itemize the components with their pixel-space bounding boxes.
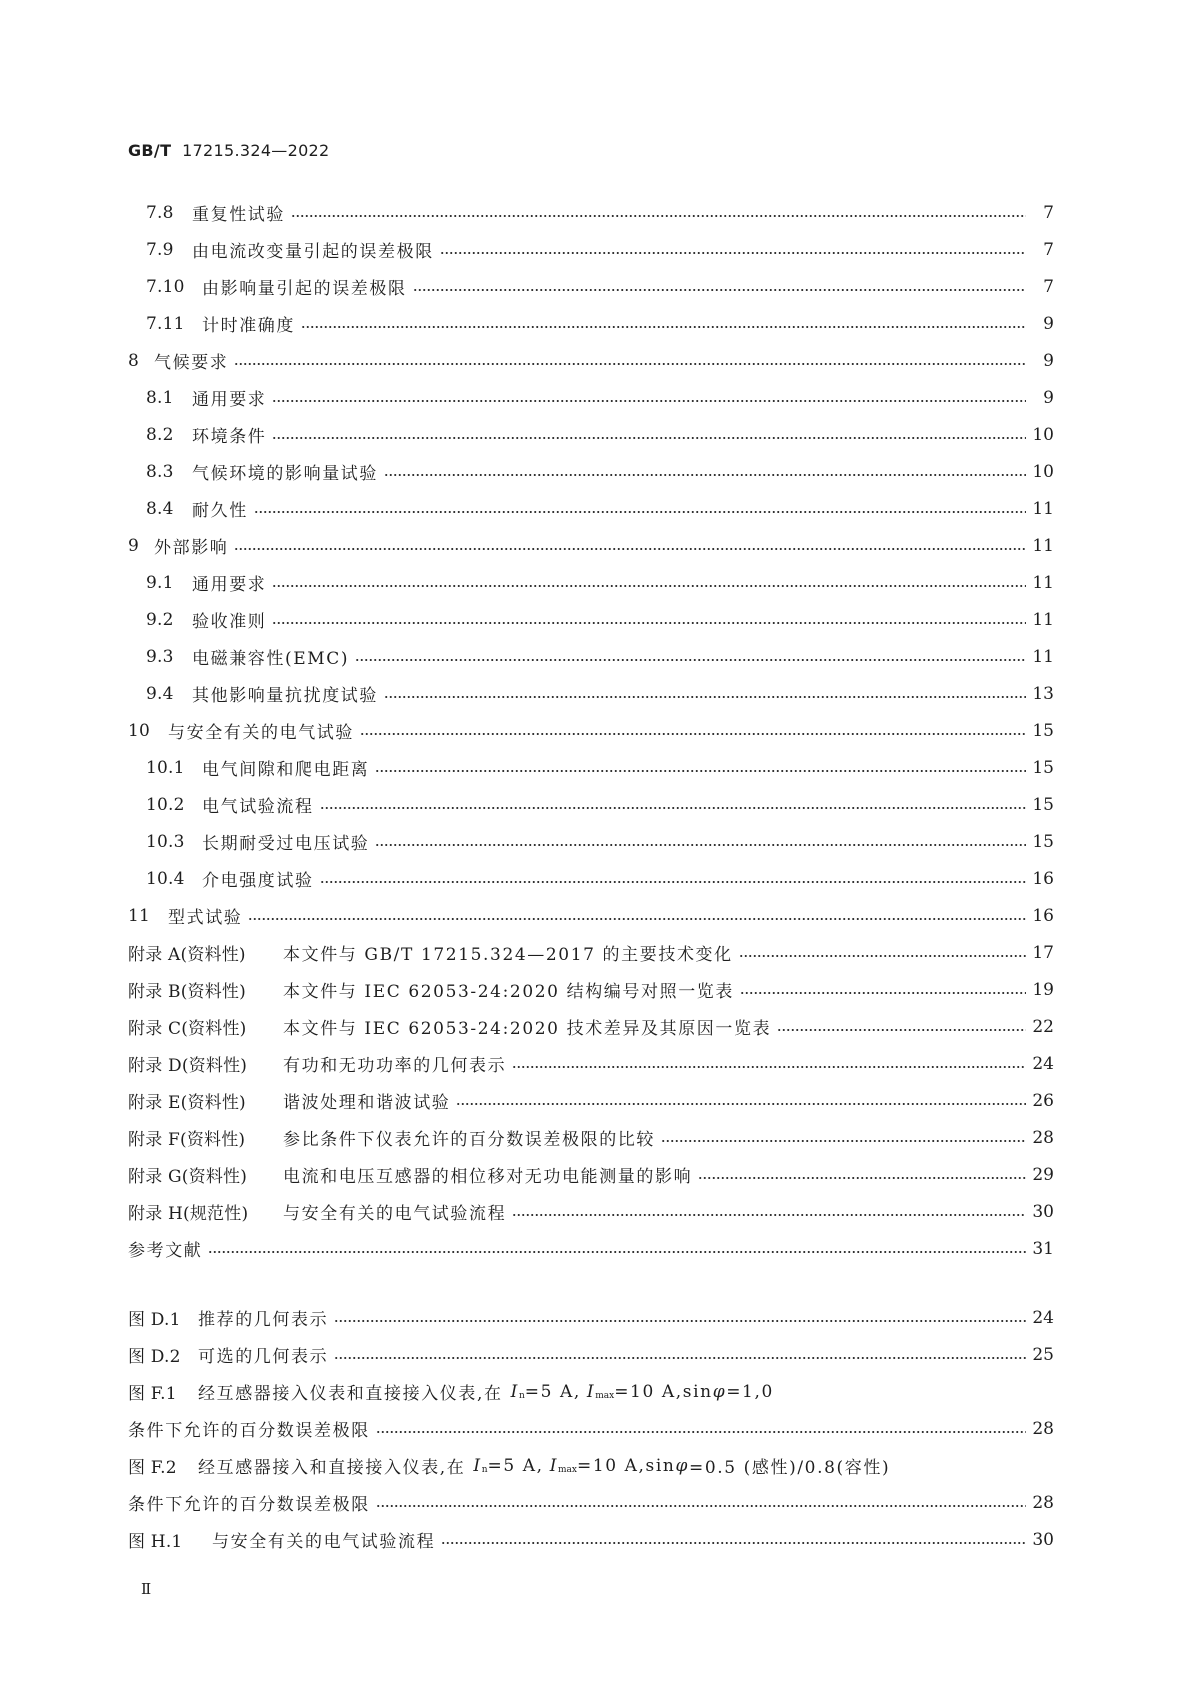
- toc-entry-page: 10: [1032, 424, 1054, 445]
- dot-leader: [376, 1430, 1026, 1434]
- toc-entry-page: 11: [1032, 498, 1054, 519]
- toc-entry-number: 9.2: [146, 609, 174, 630]
- toc-entry[interactable]: [128, 527, 1054, 564]
- toc-entry[interactable]: [128, 1119, 1054, 1156]
- dot-leader: [740, 991, 1026, 995]
- dot-leader: [661, 1139, 1026, 1143]
- figure-title-part: 经互感器接入和直接接入仪表,在: [198, 1458, 466, 1478]
- toc-entry-number: 8.4: [146, 498, 174, 519]
- toc-entry-title: 电磁兼容性(EMC): [192, 649, 350, 669]
- toc-entry-title: 电流和电压互感器的相位移对无功电能测量的影响: [283, 1167, 693, 1187]
- dot-leader: [355, 658, 1026, 662]
- phi-symbol: φ: [712, 1381, 727, 1402]
- toc-entry-number: 附录 H(规范性): [128, 1204, 249, 1224]
- toc-entry-title: 参比条件下仪表允许的百分数误差极限的比较: [283, 1130, 655, 1150]
- toc-entry-number: 7.11: [146, 313, 185, 334]
- figure-title-part: 条件下允许的百分数误差极限: [128, 1421, 370, 1441]
- toc-entry-number: 10.4: [146, 868, 185, 889]
- toc-entry-page: 7: [1043, 276, 1054, 297]
- toc-entry-page: 26: [1032, 1090, 1054, 1111]
- dot-leader: [456, 1102, 1026, 1106]
- toc-entry-title: 与安全有关的电气试验流程: [283, 1204, 507, 1224]
- toc-entry-title: 由电流改变量引起的误差极限: [192, 242, 434, 262]
- toc-entry-page: 11: [1032, 535, 1054, 556]
- toc-entry-title: 有功和无功功率的几何表示: [283, 1056, 507, 1076]
- toc-entry-title: 与安全有关的电气试验: [168, 723, 354, 743]
- toc-entry-number: 8: [128, 350, 140, 371]
- equation-part: =10 A,sin: [614, 1381, 713, 1402]
- subscript-max: max: [558, 1464, 577, 1475]
- toc-entry-title: 参考文献: [128, 1241, 203, 1261]
- dot-leader: [272, 436, 1026, 440]
- toc-entry[interactable]: [128, 1008, 1054, 1045]
- dot-leader: [291, 214, 1026, 218]
- toc-entry-title: 电气试验流程: [202, 797, 314, 817]
- figure-entry-d2[interactable]: [128, 1336, 1054, 1373]
- dot-leader: [301, 325, 1026, 329]
- toc-entry-number: 7.9: [146, 239, 174, 260]
- toc-entry-title: 其他影响量抗扰度试验: [192, 686, 378, 706]
- toc-entry-number: 10: [128, 720, 151, 741]
- toc-entry-title: 介电强度试验: [202, 871, 314, 891]
- dot-leader: [334, 1356, 1026, 1360]
- toc-entry[interactable]: [128, 342, 1054, 379]
- dot-leader: [320, 880, 1026, 884]
- figure-number: 图 D.2: [128, 1347, 181, 1367]
- toc-entry-page: 11: [1032, 572, 1054, 593]
- toc-entry-page: 7: [1043, 202, 1054, 223]
- toc-entry[interactable]: [128, 1230, 1054, 1267]
- standard-prefix: GB/T: [128, 141, 172, 160]
- figure-page: 25: [1032, 1344, 1054, 1365]
- toc-entry-title: 本文件与 IEC 62053-24:2020 结构编号对照一览表: [283, 982, 734, 1002]
- dot-leader: [375, 769, 1026, 773]
- equation-part: =1,0: [726, 1381, 774, 1402]
- dot-leader: [512, 1213, 1026, 1217]
- toc-entry-title: 通用要求: [192, 575, 267, 595]
- toc-entry[interactable]: [128, 564, 1054, 601]
- toc-entry-number: 8.1: [146, 387, 174, 408]
- dot-leader: [272, 621, 1026, 625]
- toc-entry[interactable]: [128, 268, 1054, 305]
- toc-entry-number: 11: [128, 905, 151, 926]
- figure-number: 图 D.1: [128, 1310, 181, 1330]
- toc-entry-page: 13: [1032, 683, 1054, 704]
- toc-entry-number: 7.10: [146, 276, 185, 297]
- toc-entry-page: 10: [1032, 461, 1054, 482]
- toc-entry-number: 附录 A(资料性): [128, 945, 246, 965]
- toc-entry[interactable]: [128, 1045, 1054, 1082]
- figure-entry-d1[interactable]: [128, 1299, 1054, 1336]
- toc-entry[interactable]: [128, 194, 1054, 231]
- toc-entry-page: 9: [1043, 387, 1054, 408]
- toc-entry[interactable]: [128, 1156, 1054, 1193]
- toc-entry-page: 16: [1032, 868, 1054, 889]
- toc-entry-page: 9: [1043, 313, 1054, 334]
- toc-entry-number: 9.3: [146, 646, 174, 667]
- toc-entry[interactable]: [128, 231, 1054, 268]
- dot-leader: [384, 695, 1026, 699]
- toc-entry-page: 22: [1032, 1016, 1054, 1037]
- figure-title-part: 经互感器接入仪表和直接接入仪表,在: [198, 1384, 503, 1404]
- dot-leader: [698, 1176, 1026, 1180]
- toc-entry-number: 附录 F(资料性): [128, 1130, 246, 1150]
- toc-entries: [128, 194, 1054, 1267]
- toc-entry[interactable]: [128, 971, 1054, 1008]
- figure-entry-f2-line1[interactable]: [128, 1447, 1054, 1484]
- dot-leader: [360, 732, 1026, 736]
- dot-leader: [441, 1541, 1026, 1545]
- equation-part: =5 A,: [487, 1455, 544, 1476]
- toc-entry-title: 电气间隙和爬电距离: [202, 760, 370, 780]
- dot-leader: [234, 547, 1026, 551]
- toc-entry-page: 15: [1032, 794, 1054, 815]
- toc-entry[interactable]: [128, 453, 1054, 490]
- figure-page: 24: [1032, 1307, 1054, 1328]
- toc-entry-number: 附录 G(资料性): [128, 1167, 248, 1187]
- toc-entry-number: 附录 B(资料性): [128, 982, 246, 1002]
- toc-entry-number: 8.2: [146, 424, 174, 445]
- toc-entry[interactable]: [128, 897, 1054, 934]
- figure-title: 可选的几何表示: [198, 1347, 329, 1367]
- dot-leader: [320, 806, 1026, 810]
- toc-entry-number: 10.1: [146, 757, 185, 778]
- toc-entry-title: 环境条件: [192, 427, 267, 447]
- dot-leader: [334, 1319, 1026, 1323]
- toc-entry-title: 长期耐受过电压试验: [202, 834, 370, 854]
- toc-entry-title: 重复性试验: [192, 205, 285, 225]
- current-symbol: I: [510, 1381, 519, 1402]
- dot-leader: [384, 473, 1026, 477]
- dot-leader: [272, 399, 1026, 403]
- toc-entry-page: 30: [1032, 1201, 1054, 1222]
- toc-entry[interactable]: [128, 1193, 1054, 1230]
- dot-leader: [254, 510, 1026, 514]
- toc-entry-title: 外部影响: [154, 538, 229, 558]
- figure-entry-f2-line2[interactable]: [128, 1484, 1054, 1521]
- dot-leader: [440, 251, 1026, 255]
- figure-entry-h1[interactable]: [128, 1521, 1054, 1558]
- toc-entry-title: 验收准则: [192, 612, 267, 632]
- dot-leader: [512, 1065, 1026, 1069]
- toc-entry-page: 9: [1043, 350, 1054, 371]
- figure-number: 图 F.1: [128, 1384, 177, 1404]
- toc-entry-number: 9.4: [146, 683, 174, 704]
- dot-leader: [208, 1250, 1026, 1254]
- dot-leader: [376, 1504, 1026, 1508]
- dot-leader: [777, 1028, 1026, 1032]
- toc-entry-number: 10.2: [146, 794, 185, 815]
- toc-entry-number: 附录 D(资料性): [128, 1056, 248, 1076]
- dot-leader: [234, 362, 1026, 366]
- toc-entry-title: 由影响量引起的误差极限: [202, 279, 407, 299]
- figure-page: 30: [1032, 1529, 1054, 1550]
- figure-page: 28: [1032, 1418, 1054, 1439]
- toc-entry[interactable]: [128, 379, 1054, 416]
- toc-entry-page: 16: [1032, 905, 1054, 926]
- dot-leader: [375, 843, 1026, 847]
- toc-entry-title: 计时准确度: [202, 316, 295, 336]
- figure-entry-f1-line1[interactable]: [128, 1373, 1054, 1410]
- toc-entry-number: 附录 E(资料性): [128, 1093, 246, 1113]
- toc-entry-page: 31: [1032, 1238, 1054, 1259]
- figure-number: 图 H.1: [128, 1532, 183, 1552]
- dot-leader: [413, 288, 1026, 292]
- toc-entry[interactable]: [128, 490, 1054, 527]
- document-number: [128, 141, 330, 160]
- toc-entry-title: 通用要求: [192, 390, 267, 410]
- toc-entry-title: 气候要求: [154, 353, 229, 373]
- toc-entry-page: 11: [1032, 609, 1054, 630]
- toc-entry[interactable]: [128, 712, 1054, 749]
- figure-number: 图 F.2: [128, 1458, 177, 1478]
- toc-entry-page: 28: [1032, 1127, 1054, 1148]
- equation-part: =10 A,sin: [577, 1455, 676, 1476]
- toc-entry-number: 8.3: [146, 461, 174, 482]
- toc-entry-page: 29: [1032, 1164, 1054, 1185]
- current-symbol: I: [586, 1381, 596, 1402]
- toc-entry-number: 7.8: [146, 202, 174, 223]
- toc-entry-page: 24: [1032, 1053, 1054, 1074]
- figure-entry-f1-line2[interactable]: [128, 1410, 1054, 1447]
- toc-entry-title: 谐波处理和谐波试验: [283, 1093, 451, 1113]
- toc-entry-number: 附录 C(资料性): [128, 1019, 247, 1039]
- toc-entry-page: 15: [1032, 720, 1054, 741]
- toc-entry[interactable]: [128, 934, 1054, 971]
- table-of-contents: [128, 194, 1054, 1558]
- toc-entry[interactable]: [128, 675, 1054, 712]
- toc-entry[interactable]: [128, 601, 1054, 638]
- page-folio: Ⅱ: [141, 1580, 152, 1598]
- figure-title: 推荐的几何表示: [198, 1310, 329, 1330]
- toc-entry[interactable]: [128, 638, 1054, 675]
- toc-entry[interactable]: [128, 416, 1054, 453]
- toc-entry-page: 15: [1032, 757, 1054, 778]
- toc-entry[interactable]: [128, 749, 1054, 786]
- dot-leader: [272, 584, 1026, 588]
- phi-symbol: φ: [675, 1455, 689, 1476]
- figure-page: 28: [1032, 1492, 1054, 1513]
- figure-title-part: 条件下允许的百分数误差极限: [128, 1495, 370, 1515]
- toc-entry[interactable]: [128, 305, 1054, 342]
- toc-entry[interactable]: [128, 823, 1054, 860]
- standard-number: 17215.324—2022: [182, 141, 330, 160]
- toc-entry-page: 7: [1043, 239, 1054, 260]
- toc-entry-number: 9: [128, 535, 140, 556]
- toc-entry[interactable]: [128, 860, 1054, 897]
- toc-entry-page: 17: [1032, 942, 1054, 963]
- current-symbol: I: [473, 1455, 482, 1476]
- subscript-max: max: [595, 1390, 615, 1401]
- toc-entry-title: 耐久性: [192, 501, 248, 521]
- subscript-n: n: [481, 1464, 488, 1475]
- equation-part: =0.5 (感性)/0.8(容性): [689, 1458, 891, 1478]
- toc-entry[interactable]: [128, 1082, 1054, 1119]
- toc-entry-title: 型式试验: [168, 908, 243, 928]
- current-symbol: I: [549, 1455, 559, 1476]
- dot-leader: [248, 917, 1026, 921]
- dot-leader: [739, 954, 1026, 958]
- toc-entry-number: 9.1: [146, 572, 174, 593]
- toc-entry-page: 11: [1032, 646, 1054, 667]
- equation-part: =5 A,: [524, 1381, 581, 1402]
- toc-entry[interactable]: [128, 786, 1054, 823]
- toc-entry-title: 本文件与 GB/T 17215.324—2017 的主要技术变化: [283, 945, 733, 965]
- toc-entry-page: 15: [1032, 831, 1054, 852]
- toc-entry-number: 10.3: [146, 831, 185, 852]
- toc-entry-title: 气候环境的影响量试验: [192, 464, 378, 484]
- subscript-n: n: [518, 1390, 525, 1401]
- toc-entry-page: 19: [1032, 979, 1054, 1000]
- figure-title: 与安全有关的电气试验流程: [212, 1532, 436, 1552]
- toc-entry-title: 本文件与 IEC 62053-24:2020 技术差异及其原因一览表: [283, 1019, 772, 1039]
